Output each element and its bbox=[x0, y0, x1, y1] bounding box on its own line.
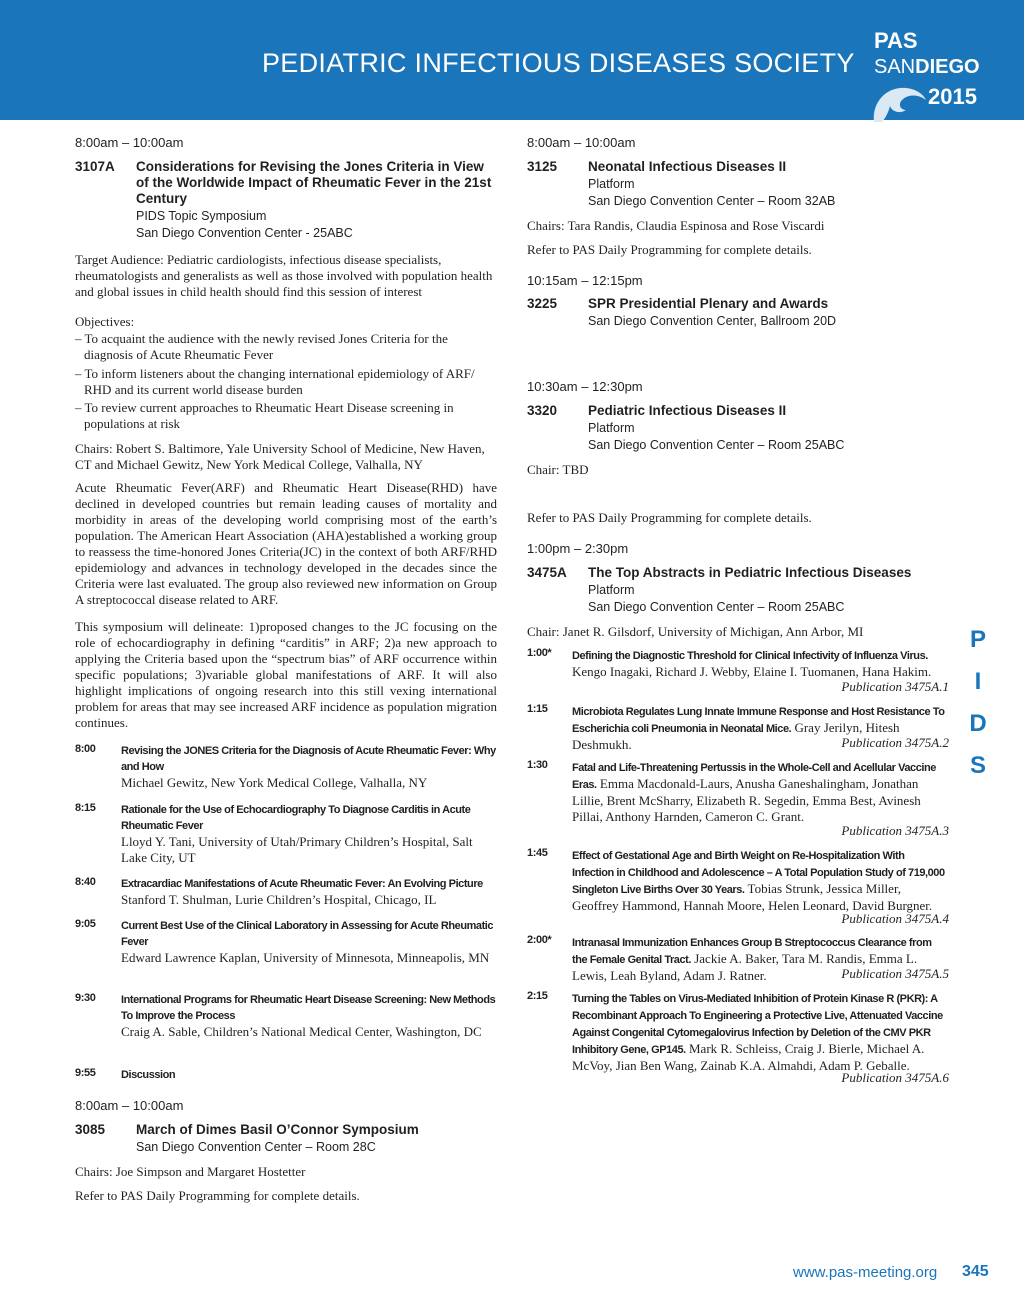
session-type: PIDS Topic Symposium bbox=[136, 209, 267, 223]
session-location: San Diego Convention Center – Room 32AB bbox=[588, 194, 836, 208]
abstract-time: 1:00* bbox=[527, 647, 552, 659]
objective-item: – To inform listeners about the changing international epidemiology of ARF/ RHD and its current world disease burden bbox=[75, 366, 475, 397]
abstract-authors: Jackie A. Baker, Tara M. Randis, Emma L. Lewis, Leah Byland, Adam J. Ratner. bbox=[572, 951, 918, 983]
side-tab-letter: P bbox=[969, 626, 986, 653]
session-location: San Diego Convention Center – Room 25ABC bbox=[588, 600, 845, 614]
session-time: 10:30am – 12:30pm bbox=[527, 379, 643, 394]
talk-author: Craig A. Sable, Children’s National Medical Center, Washington, DC bbox=[121, 1024, 482, 1039]
abstract-title: Fatal and Life-Threatening Pertussis in the Whole-Cell and Acellular Vaccine Eras. bbox=[572, 762, 936, 791]
abstract-time: 2:00* bbox=[527, 934, 552, 946]
session-number: 3107A bbox=[75, 159, 115, 174]
talk-time: 8:15 bbox=[75, 802, 96, 814]
session-location: San Diego Convention Center, Ballroom 20D bbox=[588, 314, 837, 328]
header-banner bbox=[0, 0, 1024, 120]
session-time: 1:00pm – 2:30pm bbox=[527, 541, 629, 556]
talk-time: 8:40 bbox=[75, 876, 96, 888]
abstract-authors: Gray Jerilyn, Hitesh Deshmukh. bbox=[572, 720, 900, 752]
session-title: Considerations for Revising the Jones Criteria in View of the Worldwide Impact of Rheumatic Fever in the 21st Century bbox=[136, 159, 492, 206]
abstract-title: Intranasal Immunization Enhances Group B Streptococcus Clearance from the Female Genital Tract. bbox=[572, 937, 932, 966]
session-title: Pediatric Infectious Diseases II bbox=[588, 403, 787, 418]
session-note: Refer to PAS Daily Programming for complete details. bbox=[527, 510, 812, 525]
talk-title: Discussion bbox=[121, 1069, 176, 1081]
side-tab-letter: D bbox=[969, 710, 987, 737]
session-chairs: Chairs: Tara Randis, Claudia Espinosa and Rose Viscardi bbox=[527, 218, 825, 233]
talk-time: 9:05 bbox=[75, 918, 96, 930]
session-title: SPR Presidential Plenary and Awards bbox=[588, 296, 829, 311]
abstract-title: Microbiota Regulates Lung Innate Immune Response and Host Resistance To Escherichia coli Pneumonia in Neonatal Mice. bbox=[572, 706, 945, 735]
session-time: 8:00am – 10:00am bbox=[75, 1098, 184, 1113]
abstract-time: 1:30 bbox=[527, 759, 548, 771]
abstract-authors: Mark R. Schleiss, Craig J. Bierle, Michael A. McVoy, Jian Ben Wang, Zainab K.A. Almahdi, Adam P. Geballe. bbox=[572, 1041, 925, 1073]
session-number: 3225 bbox=[527, 296, 558, 311]
session-chairs: Chairs: Joe Simpson and Margaret Hostetter bbox=[75, 1164, 306, 1179]
talk-title: Rationale for the Use of Echocardiography To Diagnose Carditis in Acute Rheumatic Fever bbox=[121, 804, 471, 832]
abstract-publication: Publication 3475A.5 bbox=[841, 966, 949, 981]
session-location: San Diego Convention Center - 25ABC bbox=[136, 226, 353, 240]
objectives-label: Objectives: bbox=[75, 314, 135, 329]
talk-author: Michael Gewitz, New York Medical College, Valhalla, NY bbox=[121, 775, 428, 790]
logo-year: 2015 bbox=[928, 84, 977, 109]
session-title: Neonatal Infectious Diseases II bbox=[588, 159, 787, 174]
session-type: Platform bbox=[588, 583, 635, 597]
session-title: The Top Abstracts in Pediatric Infectious Diseases bbox=[588, 565, 912, 580]
session-note: Refer to PAS Daily Programming for complete details. bbox=[75, 1188, 360, 1203]
session-time: 10:15am – 12:15pm bbox=[527, 273, 643, 288]
abstract-title: Effect of Gestational Age and Birth Weight on Re-Hospitalization With Infection in Childhood and Adolescence – A Total Population Study of 719,000 Singleton Live Births Over 30 Years. bbox=[572, 850, 945, 896]
page-number: 345 bbox=[962, 1263, 989, 1280]
abstract-publication: Publication 3475A.1 bbox=[841, 679, 949, 694]
objective-item: – To review current approaches to Rheumatic Heart Disease screening in populations at risk bbox=[75, 400, 454, 431]
session-chairs: Chair: TBD bbox=[527, 462, 589, 477]
pids-side-tab bbox=[966, 626, 990, 780]
session-title: March of Dimes Basil O’Connor Symposium bbox=[136, 1122, 419, 1137]
session-description: Acute Rheumatic Fever(ARF) and Rheumatic Heart Disease(RHD) have declined in developed countries but remain leading causes of mortality and morbidity in areas of the developing world comprising most of the earth’s population. The American Heart Association (AHA)established a working group to reassess the time-honored Jones Criteria(JC) in the context of both ARF/RHD epidemiology and advances in technology developed in the decades since the Criteria were last evaluated. The group also reviewed new information on Group A streptococcal disease related to ARF. bbox=[75, 480, 497, 607]
abstract-title: Turning the Tables on Virus-Mediated Inhibition of Protein Kinase R (PKR): A Recombinant Approach To Engineering a Protective Live, Attenuated Vaccine Against Congenital Cytomegalovirus Infection by Deletion of the CMV PKR Inhibitory Gene, GP145. bbox=[572, 993, 943, 1056]
abstract-title: Defining the Diagnostic Threshold for Clinical Infectivity of Influenza Virus. bbox=[572, 650, 928, 662]
pas-logo bbox=[862, 20, 1024, 120]
talk-title: International Programs for Rheumatic Heart Disease Screening: New Methods To Improve the Process bbox=[121, 994, 496, 1022]
abstract-authors: Tobias Strunk, Jessica Miller, Geoffrey Hammond, Hannah Moore, Helen Leonard, David Burgner. bbox=[572, 881, 933, 913]
session-number: 3475A bbox=[527, 565, 567, 580]
session-number: 3125 bbox=[527, 159, 558, 174]
logo-city: SANDIEGO bbox=[874, 56, 980, 78]
abstract-time: 1:45 bbox=[527, 847, 548, 859]
abstract-publication: Publication 3475A.6 bbox=[841, 1070, 949, 1085]
session-chairs: Chair: Janet R. Gilsdorf, University of Michigan, Ann Arbor, MI bbox=[527, 624, 864, 639]
abstract-time: 2:15 bbox=[527, 990, 548, 1002]
talk-author: Edward Lawrence Kaplan, University of Minnesota, Minneapolis, MN bbox=[121, 950, 490, 965]
talk-time: 9:30 bbox=[75, 992, 96, 1004]
society-title: PEDIATRIC INFECTIOUS DISEASES SOCIETY bbox=[262, 48, 855, 78]
talk-title: Current Best Use of the Clinical Laboratory in Assessing for Acute Rheumatic Fever bbox=[121, 920, 494, 948]
session-time: 8:00am – 10:00am bbox=[75, 135, 184, 150]
talk-title: Revising the JONES Criteria for the Diagnosis of Acute Rheumatic Fever: Why and How bbox=[121, 745, 496, 773]
target-audience: Target Audience: Pediatric cardiologists, infectious disease specialists, rheumatologists and generalists as well as those involved with population health and global issues in child health should find this session of interest bbox=[75, 252, 493, 299]
abstract-publication: Publication 3475A.2 bbox=[841, 735, 949, 750]
session-location: San Diego Convention Center – Room 25ABC bbox=[588, 438, 845, 452]
session-type: Platform bbox=[588, 421, 635, 435]
session-note: Refer to PAS Daily Programming for complete details. bbox=[527, 242, 812, 257]
logo-pas: PAS bbox=[874, 28, 918, 53]
footer-url[interactable]: www.pas-meeting.org bbox=[793, 1264, 938, 1281]
talk-author: Stanford T. Shulman, Lurie Children’s Hospital, Chicago, IL bbox=[121, 892, 437, 907]
session-number: 3085 bbox=[75, 1122, 106, 1137]
talk-time: 8:00 bbox=[75, 743, 96, 755]
session-description: This symposium will delineate: 1)proposed changes to the JC focusing on the role of echocardiography in defining “carditis” in ARF; 2)a new approach to applying the Criteria based upon the “spectrum bias” of ARF occurrence within specific populations; 3)variable global manifestations of ARF. It will also highlight implications of ongoing research into this still vexing international problem for areas that may see increased ARF incidence as population migration continues. bbox=[75, 619, 497, 730]
abstract-publication: Publication 3475A.3 bbox=[841, 823, 949, 838]
session-chairs: Chairs: Robert S. Baltimore, Yale University School of Medicine, New Haven, CT and Michael Gewitz, New York Medical College, Valhalla, NY bbox=[75, 441, 485, 472]
abstract-authors: Kengo Inagaki, Richard J. Webby, Elaine I. Tuomanen, Hana Hakim. bbox=[572, 664, 932, 679]
session-time: 8:00am – 10:00am bbox=[527, 135, 636, 150]
session-number: 3320 bbox=[527, 403, 558, 418]
talk-time: 9:55 bbox=[75, 1067, 96, 1079]
session-location: San Diego Convention Center – Room 28C bbox=[136, 1140, 376, 1154]
talk-author: Lloyd Y. Tani, University of Utah/Primary Children’s Hospital, Salt Lake City, UT bbox=[121, 834, 473, 865]
side-tab-letter: S bbox=[969, 752, 986, 779]
side-tab-letter: I bbox=[974, 668, 982, 695]
talk-title: Extracardiac Manifestations of Acute Rheumatic Fever: An Evolving Picture bbox=[121, 878, 483, 890]
abstract-time: 1:15 bbox=[527, 703, 548, 715]
abstract-publication: Publication 3475A.4 bbox=[841, 911, 949, 926]
session-type: Platform bbox=[588, 177, 635, 191]
objective-item: – To acquaint the audience with the newly revised Jones Criteria for the diagnosis of Acute Rheumatic Fever bbox=[75, 331, 448, 362]
wave-icon bbox=[870, 78, 930, 122]
abstract-authors: Emma Macdonald-Laurs, Anusha Ganeshalingham, Jonathan Lillie, Brent McSharry, Elizabeth R. Segedin, Emma Best, Avinesh Pillai, Anthony Harnden, Cameron C. Grant. bbox=[572, 776, 921, 824]
